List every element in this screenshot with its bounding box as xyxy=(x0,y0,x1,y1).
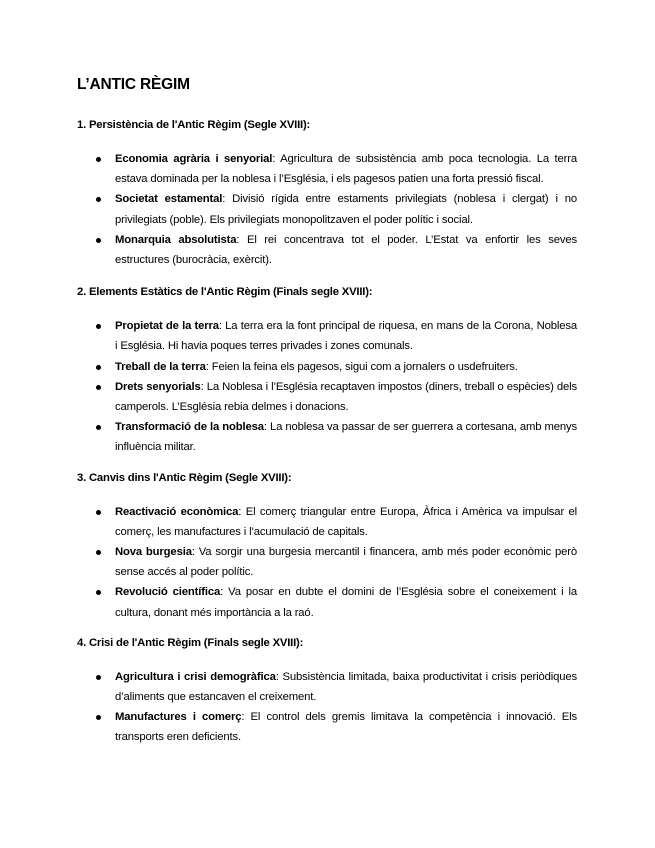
list-item xyxy=(115,357,577,377)
section-2 xyxy=(77,284,577,457)
list-item-text: : La Noblesa i l’Església recaptaven impostos (diners, treball o espècies) dels camperols. L’Església rebia delmes i donacions. xyxy=(115,380,577,414)
section-heading: 2. Elements Estàtics de l'Antic Règim (Finals segle XVIII): xyxy=(77,286,373,299)
bullet-icon xyxy=(96,675,101,680)
list-item-text: : La terra era la font principal de riquesa, en mans de la Corona, Noblesa i Església. Hi havia poques terres privades i zones comunals. xyxy=(115,320,578,353)
bullet-icon xyxy=(96,550,101,555)
list-item-text: : Va posar en dubte el domini de l’Església sobre el coneixement i la cultura, donant més importància a la raó. xyxy=(115,586,577,619)
bullet-icon xyxy=(96,365,101,370)
bullet-icon xyxy=(96,715,101,720)
section-3 xyxy=(77,470,577,623)
list-item xyxy=(115,189,577,229)
list-item-term: Economia agrària i senyorial xyxy=(115,153,273,165)
list-item-term: Propietat de la terra xyxy=(115,320,219,333)
list-item-text: : El control dels gremis limitava la competència i innovació. Els transports eren deficients. xyxy=(115,711,577,744)
list-item xyxy=(115,707,577,747)
list-item xyxy=(115,377,577,417)
list-item-term: Treball de la terra xyxy=(115,360,206,373)
bullet-list xyxy=(77,667,577,748)
list-item-text: : Divisió rígida entre estaments privilegiats (noblesa i clergat) i no privilegiats (poble). Els privilegiats monopolitzaven el poder polític i social. xyxy=(115,193,577,226)
list-item-term: Societat estamental xyxy=(115,193,223,206)
list-item xyxy=(115,149,577,189)
list-item-term: Manufactures i comerç xyxy=(115,711,242,724)
section-heading: 3. Canvis dins l'Antic Règim (Segle XVIII): xyxy=(77,471,292,484)
list-item xyxy=(115,667,577,707)
list-item-text: : Va sorgir una burgesia mercantil i financera, amb més poder econòmic però sense accés al poder polític. xyxy=(115,546,577,579)
list-item-term: Revolució científica xyxy=(115,586,221,599)
list-item-text: : Subsistència limitada, baixa productivitat i crisis periòdiques d’aliments que estancaven el creixement. xyxy=(115,670,577,704)
list-item-term: Agricultura i crisi demogràfica xyxy=(115,670,276,683)
list-item xyxy=(115,316,577,356)
bullet-icon xyxy=(96,157,101,162)
list-item xyxy=(115,230,577,270)
bullet-icon xyxy=(96,238,101,243)
document-title: L’ANTIC RÈGIM xyxy=(77,76,190,93)
bullet-list xyxy=(77,502,577,623)
bullet-icon xyxy=(96,425,101,430)
bullet-icon xyxy=(96,197,101,202)
section-heading: 4. Crisi de l'Antic Règim (Finals segle XVIII): xyxy=(77,636,304,649)
section-4 xyxy=(77,635,577,748)
list-item-text: : El rei concentrava tot el poder. L’Estat va enfortir les seves estructures (burocràcia, exèrcit). xyxy=(115,233,577,267)
bullet-list xyxy=(77,316,577,457)
list-item-text: : Agricultura de subsistència amb poca tecnologia. La terra estava dominada per la noblesa i l’Església, i els pagesos patien una forta pressió fiscal. xyxy=(115,153,577,186)
list-item-text: : La noblesa va passar de ser guerrera a cortesana, amb menys influència militar. xyxy=(115,421,577,454)
bullet-icon xyxy=(96,590,101,595)
section-heading: 1. Persistència de l'Antic Règim (Segle XVIII): xyxy=(77,119,311,131)
list-item-term: Drets senyorials xyxy=(115,380,201,393)
list-item-term: Transformació de la noblesa xyxy=(115,421,264,434)
list-item-text: : Feien la feina els pagesos, sigui com a jornalers o usdefruiters. xyxy=(205,360,518,373)
list-item xyxy=(115,502,577,542)
list-item-term: Monarquia absolutista xyxy=(115,233,237,246)
list-item xyxy=(115,582,577,622)
bullet-icon xyxy=(96,510,101,515)
list-item-term: Nova burgesia xyxy=(115,546,192,559)
bullet-list xyxy=(77,149,577,270)
list-item xyxy=(115,542,577,582)
list-item xyxy=(115,417,577,457)
bullet-icon xyxy=(96,324,101,329)
list-item-term: Reactivació econòmica xyxy=(115,505,239,518)
list-item-text: : El comerç triangular entre Europa, Àfrica i Amèrica va impulsar el comerç, les manufactures i l’acumulació de capitals. xyxy=(115,505,577,538)
section-1 xyxy=(77,117,577,270)
bullet-icon xyxy=(96,385,101,390)
